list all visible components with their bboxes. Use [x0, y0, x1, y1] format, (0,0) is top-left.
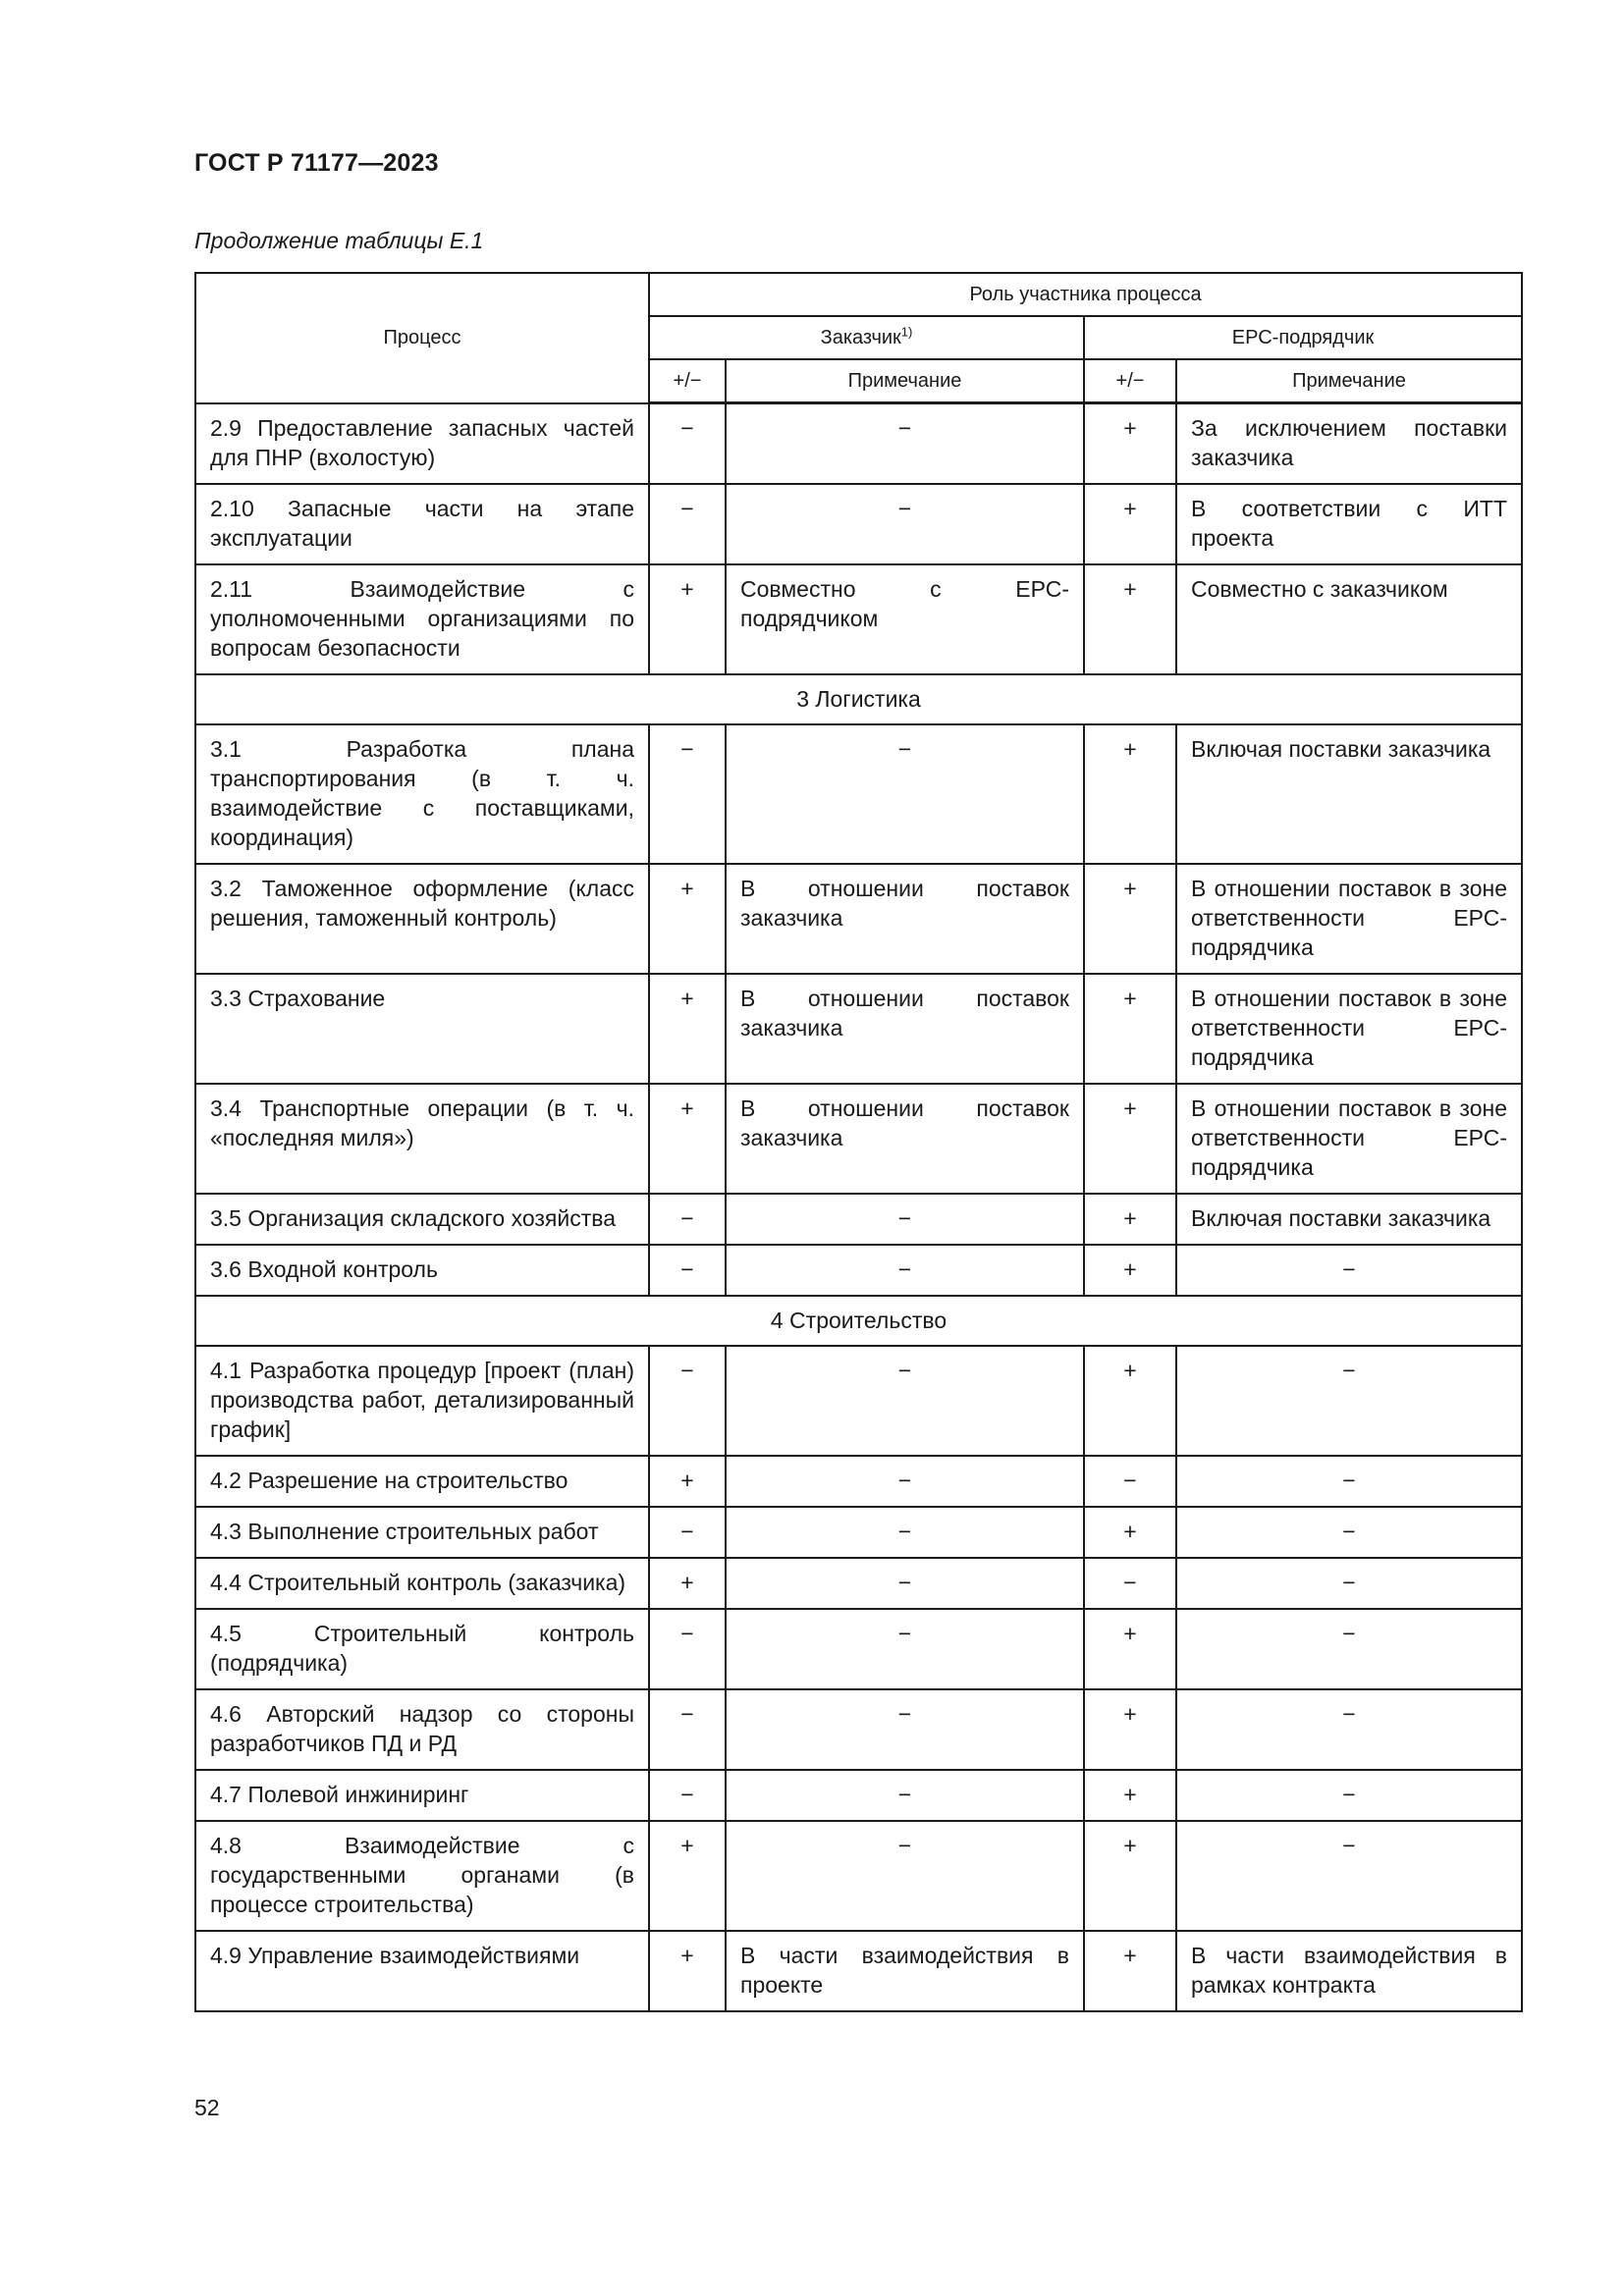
process-cell: 3.1 Разработка плана транспортирования (в т. ч. взаимодействие с поставщиками, координация): [195, 724, 649, 864]
customer-note-cell: −: [726, 1689, 1084, 1770]
header-customer-sign: +/−: [649, 359, 726, 403]
table-row: [195, 1194, 1522, 1245]
customer-sign-cell: −: [649, 484, 726, 564]
contractor-note-cell: В части взаимодействия в рамках контракта: [1176, 1931, 1522, 2011]
table-caption: Продолжение таблицы Е.1: [194, 228, 484, 253]
customer-note-cell: −: [726, 1346, 1084, 1456]
table-row: [195, 864, 1522, 974]
process-cell: 4.8 Взаимодействие с государственными органами (в процессе строительства): [195, 1821, 649, 1931]
contractor-sign-cell: +: [1084, 1507, 1176, 1558]
customer-note-cell: −: [726, 1609, 1084, 1689]
contractor-sign-cell: +: [1084, 1821, 1176, 1931]
customer-sign-cell: −: [649, 1770, 726, 1821]
customer-note-cell: −: [726, 1507, 1084, 1558]
customer-note-cell: В отношении поставок заказчика: [726, 974, 1084, 1084]
customer-note-cell: −: [726, 724, 1084, 864]
header-process: Процесс: [195, 273, 649, 403]
customer-sign-cell: +: [649, 1558, 726, 1609]
customer-sign-cell: +: [649, 864, 726, 974]
process-cell: 4.2 Разрешение на строительство: [195, 1456, 649, 1507]
contractor-note-cell: В отношении поставок в зоне ответственности ЕРС-подрядчика: [1176, 1084, 1522, 1194]
customer-sign-cell: +: [649, 1456, 726, 1507]
table-row: [195, 1821, 1522, 1931]
customer-note-cell: −: [726, 1456, 1084, 1507]
customer-sign-cell: −: [649, 1689, 726, 1770]
customer-sign-cell: −: [649, 403, 726, 485]
table-row: [195, 1507, 1522, 1558]
contractor-note-cell: −: [1176, 1456, 1522, 1507]
process-cell: 3.4 Транспортные операции (в т. ч. «последняя миля»): [195, 1084, 649, 1194]
process-cell: 3.2 Таможенное оформление (класс решения, таможенный контроль): [195, 864, 649, 974]
contractor-sign-cell: +: [1084, 1770, 1176, 1821]
process-cell: 4.3 Выполнение строительных работ: [195, 1507, 649, 1558]
contractor-note-cell: За исключением поставки заказчика: [1176, 403, 1522, 485]
table-row: [195, 724, 1522, 864]
process-cell: 3.3 Страхование: [195, 974, 649, 1084]
contractor-note-cell: Совместно с заказчиком: [1176, 564, 1522, 674]
customer-sign-cell: +: [649, 1821, 726, 1931]
customer-note-cell: В отношении поставок заказчика: [726, 864, 1084, 974]
page-number: 52: [194, 2095, 220, 2120]
process-cell: 2.9 Предоставление запасных частей для ПНР (вхолостую): [195, 403, 649, 485]
contractor-note-cell: −: [1176, 1770, 1522, 1821]
contractor-sign-cell: +: [1084, 564, 1176, 674]
customer-note-cell: В части взаимодействия в проекте: [726, 1931, 1084, 2011]
document-code: ГОСТ Р 71177—2023: [194, 149, 439, 177]
header-customer: [649, 316, 1084, 359]
table-row: [195, 1609, 1522, 1689]
process-cell: 3.5 Организация складского хозяйства: [195, 1194, 649, 1245]
header-customer-note: Примечание: [726, 359, 1084, 403]
customer-note-cell: Совместно с ЕРС-подрядчиком: [726, 564, 1084, 674]
table-row: [195, 1558, 1522, 1609]
header-contractor-sign: +/−: [1084, 359, 1176, 403]
table-row: [195, 403, 1522, 485]
customer-note-cell: −: [726, 1770, 1084, 1821]
contractor-sign-cell: +: [1084, 1689, 1176, 1770]
contractor-note-cell: В соответствии с ИТТ проекта: [1176, 484, 1522, 564]
customer-note-cell: −: [726, 1194, 1084, 1245]
process-cell: 4.4 Строительный контроль (заказчика): [195, 1558, 649, 1609]
table-row: [195, 1770, 1522, 1821]
section-title: 4 Строительство: [195, 1296, 1522, 1346]
customer-sign-cell: +: [649, 1084, 726, 1194]
contractor-sign-cell: +: [1084, 1194, 1176, 1245]
contractor-sign-cell: +: [1084, 1245, 1176, 1296]
contractor-note-cell: В отношении поставок в зоне ответственности ЕРС-подрядчика: [1176, 974, 1522, 1084]
customer-sign-cell: +: [649, 1931, 726, 2011]
contractor-note-cell: −: [1176, 1558, 1522, 1609]
section-row: [195, 1296, 1522, 1346]
customer-sign-cell: −: [649, 1609, 726, 1689]
table-row: [195, 974, 1522, 1084]
contractor-note-cell: −: [1176, 1689, 1522, 1770]
contractor-sign-cell: +: [1084, 724, 1176, 864]
customer-sign-cell: −: [649, 1346, 726, 1456]
customer-sign-cell: −: [649, 724, 726, 864]
contractor-note-cell: −: [1176, 1346, 1522, 1456]
table-row: [195, 1456, 1522, 1507]
table-row: [195, 484, 1522, 564]
contractor-sign-cell: +: [1084, 1084, 1176, 1194]
table-row: [195, 1931, 1522, 2011]
contractor-sign-cell: +: [1084, 1609, 1176, 1689]
table-body: [195, 403, 1522, 2012]
header-role: Роль участника процесса: [649, 273, 1522, 316]
process-cell: 4.7 Полевой инжиниринг: [195, 1770, 649, 1821]
contractor-note-cell: Включая поставки заказчика: [1176, 724, 1522, 864]
customer-note-cell: −: [726, 1558, 1084, 1609]
section-title: 3 Логистика: [195, 674, 1522, 724]
contractor-note-cell: −: [1176, 1507, 1522, 1558]
process-cell: 4.5 Строительный контроль (подрядчика): [195, 1609, 649, 1689]
contractor-sign-cell: +: [1084, 1346, 1176, 1456]
customer-sign-cell: −: [649, 1507, 726, 1558]
table-row: [195, 564, 1522, 674]
customer-note-cell: В отношении поставок заказчика: [726, 1084, 1084, 1194]
customer-note-cell: −: [726, 484, 1084, 564]
process-cell: 2.11 Взаимодействие с уполномоченными организациями по вопросам безопасности: [195, 564, 649, 674]
customer-note-cell: −: [726, 1245, 1084, 1296]
customer-sign-cell: +: [649, 564, 726, 674]
header-customer-label: Заказчик: [820, 327, 901, 348]
customer-note-cell: −: [726, 1821, 1084, 1931]
process-cell: 2.10 Запасные части на этапе эксплуатации: [195, 484, 649, 564]
contractor-sign-cell: +: [1084, 484, 1176, 564]
contractor-note-cell: −: [1176, 1821, 1522, 1931]
contractor-sign-cell: +: [1084, 864, 1176, 974]
contractor-note-cell: В отношении поставок в зоне ответственности ЕРС-подрядчика: [1176, 864, 1522, 974]
contractor-sign-cell: +: [1084, 403, 1176, 485]
process-cell: 4.1 Разработка процедур [проект (план) производства работ, детализированный график]: [195, 1346, 649, 1456]
process-cell: 3.6 Входной контроль: [195, 1245, 649, 1296]
customer-sign-cell: +: [649, 974, 726, 1084]
contractor-note-cell: Включая поставки заказчика: [1176, 1194, 1522, 1245]
contractor-note-cell: −: [1176, 1245, 1522, 1296]
contractor-sign-cell: +: [1084, 974, 1176, 1084]
section-row: [195, 674, 1522, 724]
process-cell: 4.6 Авторский надзор со стороны разработчиков ПД и РД: [195, 1689, 649, 1770]
customer-sign-cell: −: [649, 1194, 726, 1245]
table-row: [195, 1346, 1522, 1456]
footnote-mark: 1): [900, 324, 913, 340]
customer-note-cell: −: [726, 403, 1084, 485]
table-row: [195, 1689, 1522, 1770]
table-row: [195, 1084, 1522, 1194]
roles-table: [194, 272, 1523, 2012]
header-contractor: ЕРС-подрядчик: [1084, 316, 1522, 359]
contractor-note-cell: −: [1176, 1609, 1522, 1689]
customer-sign-cell: −: [649, 1245, 726, 1296]
process-cell: 4.9 Управление взаимодействиями: [195, 1931, 649, 2011]
contractor-sign-cell: −: [1084, 1456, 1176, 1507]
header-contractor-note: Примечание: [1176, 359, 1522, 403]
table-row: [195, 1245, 1522, 1296]
contractor-sign-cell: −: [1084, 1558, 1176, 1609]
contractor-sign-cell: +: [1084, 1931, 1176, 2011]
